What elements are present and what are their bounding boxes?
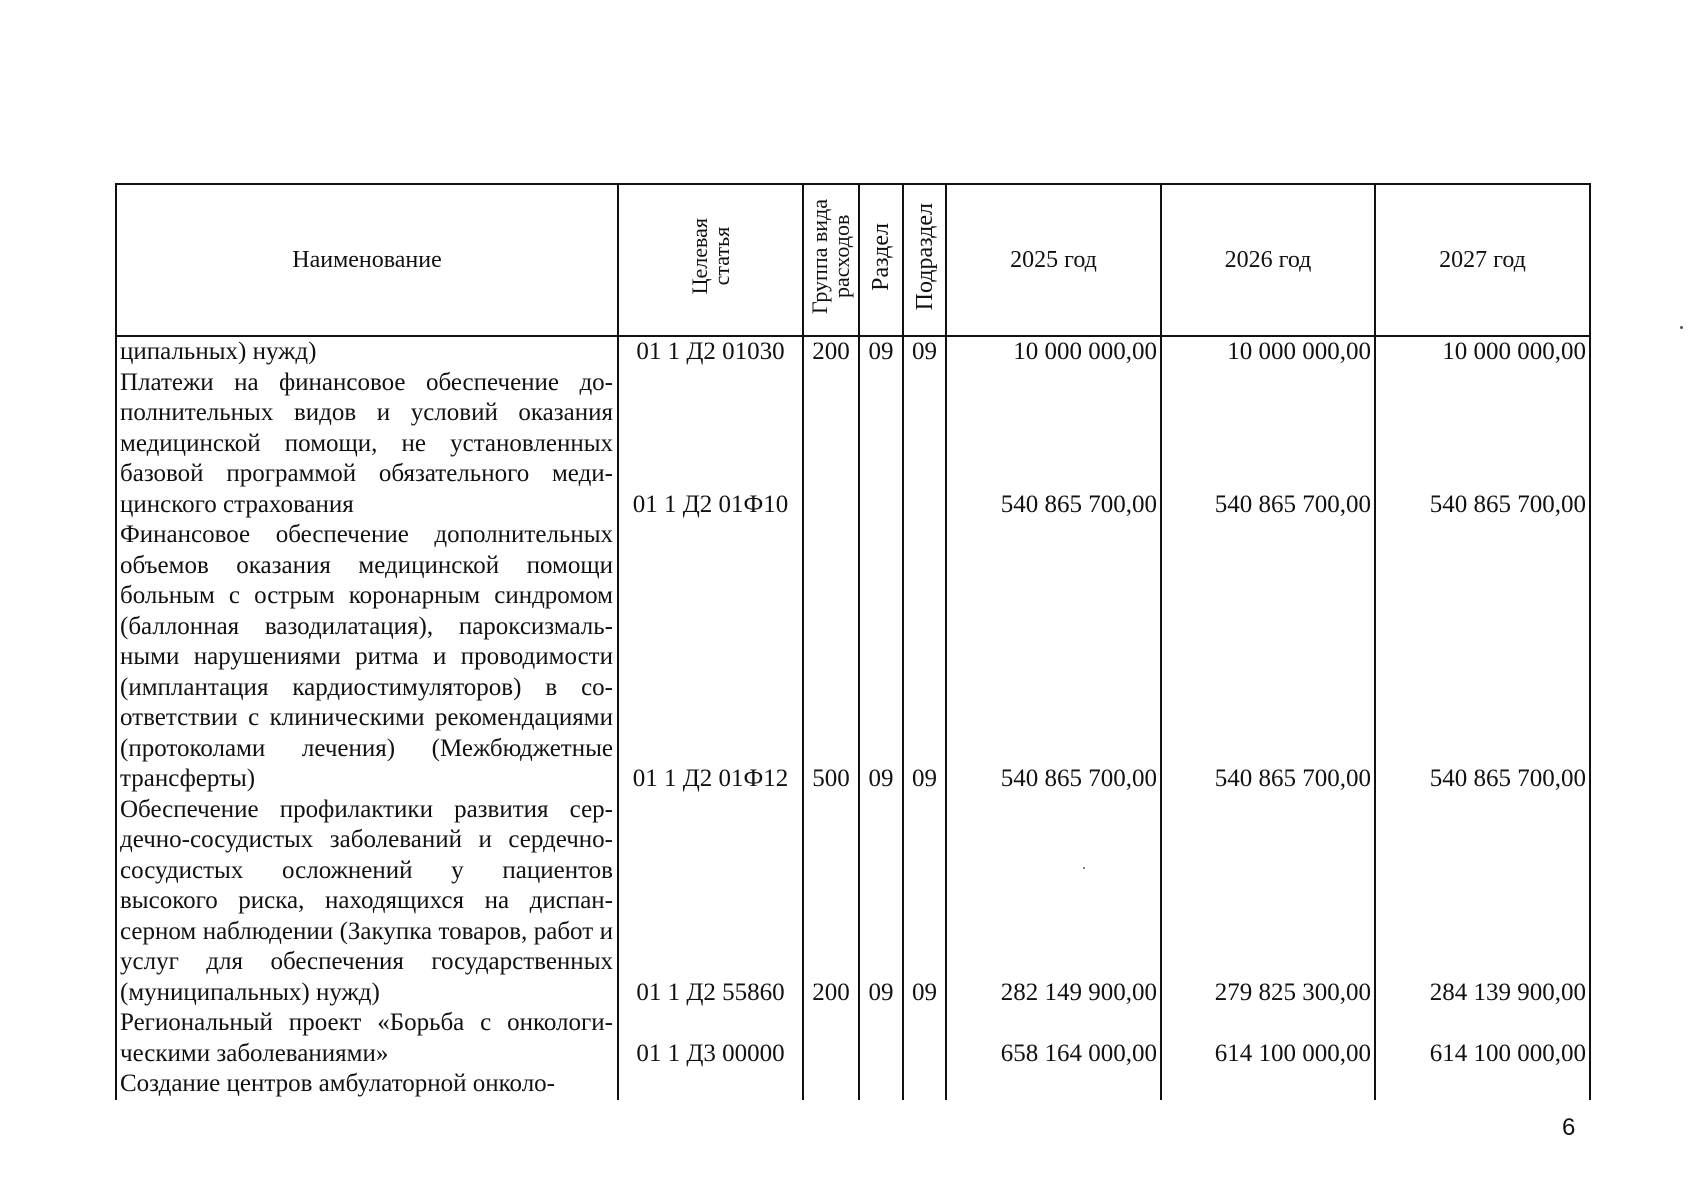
row-code: 01 1 Д2 01Ф12 xyxy=(618,520,803,795)
row-group xyxy=(803,1069,859,1100)
header-subsection: Подраздел xyxy=(903,184,946,336)
header-expense-group: Группа вида расходов xyxy=(803,184,859,336)
row-code: 01 1 Д2 01Ф10 xyxy=(618,368,803,521)
table-body xyxy=(116,336,1590,1100)
row-2025: 540 865 700,00 xyxy=(946,368,1161,521)
row-section xyxy=(859,1008,903,1069)
row-2026: 614 100 000,00 xyxy=(1161,1008,1375,1069)
row-section xyxy=(859,1069,903,1100)
table-row xyxy=(116,1008,1590,1069)
scan-speck xyxy=(1083,867,1085,869)
row-2025: 282 149 900,00 xyxy=(946,795,1161,1009)
row-2027: 10 000 000,00 xyxy=(1375,336,1590,368)
row-name: Региональный проект «Борьба с онкологическими заболеваниями» xyxy=(116,1008,618,1069)
row-group: 200 xyxy=(803,336,859,368)
table-row xyxy=(116,368,1590,521)
row-section: 09 xyxy=(859,336,903,368)
row-2027: 540 865 700,00 xyxy=(1375,368,1590,521)
row-2026: 540 865 700,00 xyxy=(1161,520,1375,795)
table-row xyxy=(116,1069,1590,1100)
row-name: Обеспечение профилактики развития сердечно-сосудистых заболеваний и сердечно-сосудистых осложнений у пациентов высокого риска, находящихся на диспансерном наблюдении (Закупка товаров, работ и услуг для обеспечения государственных (муниципальных) нужд) xyxy=(116,795,618,1009)
row-2025: 658 164 000,00 xyxy=(946,1008,1161,1069)
row-name: Финансовое обеспечение дополнительных объемов оказания медицинской помощи больным с острым коронарным синдромом (баллонная вазодилатация), пароксизмальными нарушениями ритма и проводимости (имплантация кардиостимуляторов) в соответствии с клиническими рекомендациями (протоколами лечения) (Межбюджетные трансферты) xyxy=(116,520,618,795)
row-group: 500 xyxy=(803,520,859,795)
row-2025 xyxy=(946,1069,1161,1100)
header-year-2026: 2026 год xyxy=(1161,184,1375,336)
row-2025: 10 000 000,00 xyxy=(946,336,1161,368)
header-year-2027: 2027 год xyxy=(1375,184,1590,336)
row-2026: 279 825 300,00 xyxy=(1161,795,1375,1009)
row-code: 01 1 Д2 55860 xyxy=(618,795,803,1009)
table-row xyxy=(116,520,1590,795)
row-section: 09 xyxy=(859,520,903,795)
row-2026 xyxy=(1161,1069,1375,1100)
row-2027: 614 100 000,00 xyxy=(1375,1008,1590,1069)
row-subsection: 09 xyxy=(903,520,946,795)
row-code: 01 1 Д2 01030 xyxy=(618,336,803,368)
row-group xyxy=(803,1008,859,1069)
header-section: Раздел xyxy=(859,184,903,336)
row-subsection xyxy=(903,368,946,521)
table-row xyxy=(116,336,1590,368)
row-name: Платежи на финансовое обеспечение дополнительных видов и условий оказания медицинской помощи, не установленных базовой программой обязательного медицинского страхования xyxy=(116,368,618,521)
page-number: 6 xyxy=(1562,1114,1576,1141)
header-year-2025: 2025 год xyxy=(946,184,1161,336)
header-target-article: Целевая статья xyxy=(618,184,803,336)
row-section: 09 xyxy=(859,795,903,1009)
row-2026: 10 000 000,00 xyxy=(1161,336,1375,368)
scan-speck xyxy=(1680,326,1683,329)
row-subsection xyxy=(903,1069,946,1100)
row-subsection: 09 xyxy=(903,336,946,368)
row-group: 200 xyxy=(803,795,859,1009)
row-subsection: 09 xyxy=(903,795,946,1009)
table-row xyxy=(116,795,1590,1009)
row-name: Создание центров амбулаторной онколо- xyxy=(116,1069,618,1100)
row-code: 01 1 Д3 00000 xyxy=(618,1008,803,1069)
row-2027: 284 139 900,00 xyxy=(1375,795,1590,1009)
row-group xyxy=(803,368,859,521)
row-subsection xyxy=(903,1008,946,1069)
row-section xyxy=(859,368,903,521)
row-2027: 540 865 700,00 xyxy=(1375,520,1590,795)
table-header xyxy=(116,184,1590,336)
row-2026: 540 865 700,00 xyxy=(1161,368,1375,521)
row-2027 xyxy=(1375,1069,1590,1100)
budget-table xyxy=(115,183,1591,1100)
row-name: ципальных) нужд) xyxy=(116,336,618,368)
row-code xyxy=(618,1069,803,1100)
header-name: Наименование xyxy=(116,184,618,336)
row-2025: 540 865 700,00 xyxy=(946,520,1161,795)
